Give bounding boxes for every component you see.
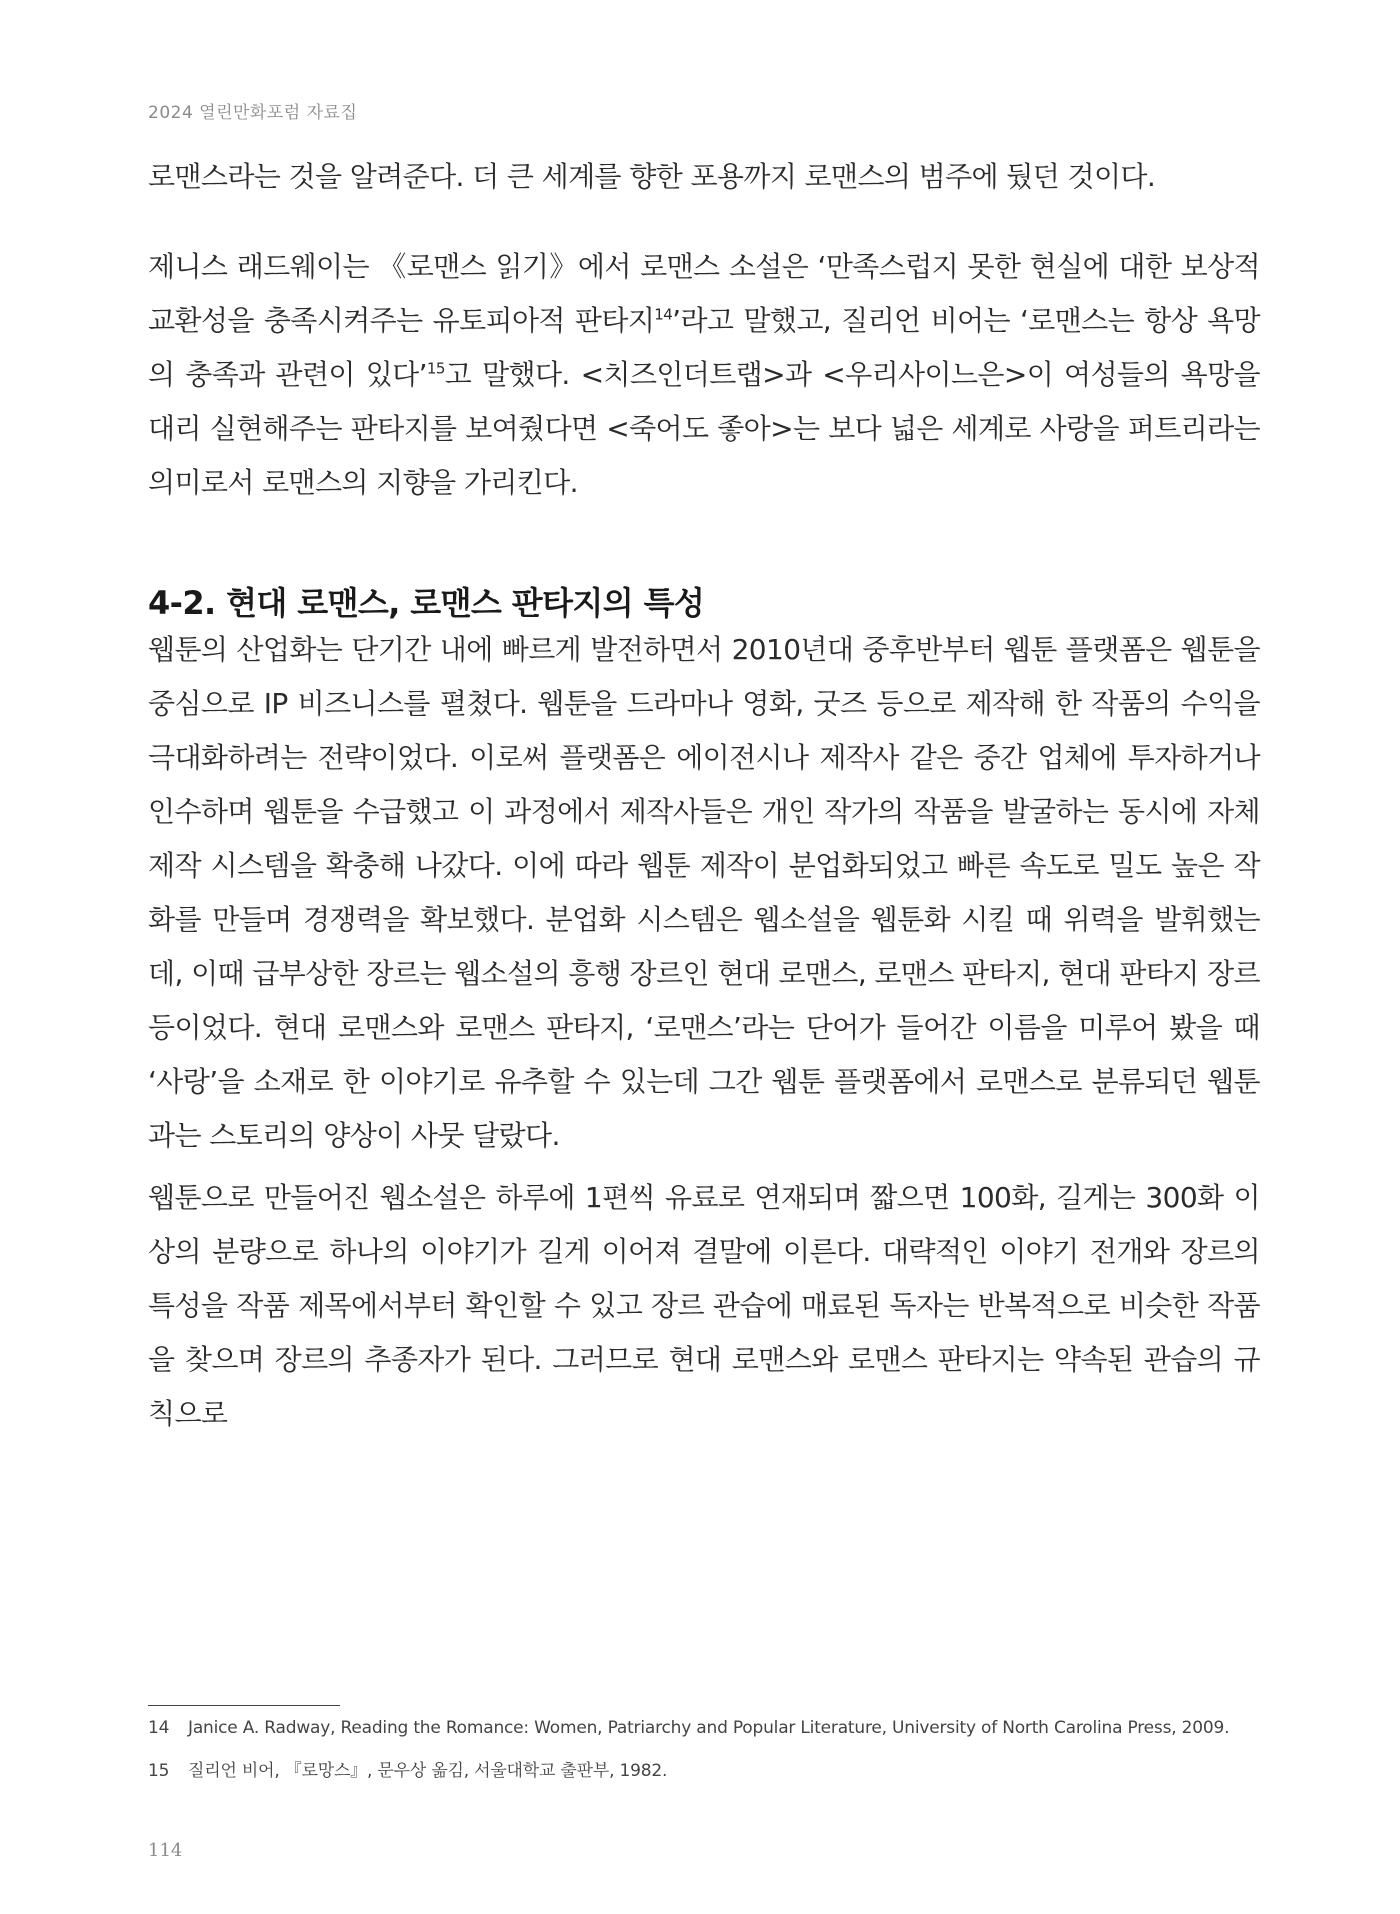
footnote-divider (148, 1705, 340, 1706)
footnote-ref-14[interactable]: 14 (654, 305, 673, 324)
paragraph-intro: 로맨스라는 것을 알려준다. 더 큰 세계를 향한 포용까지 로맨스의 범주에 뒀던 것이다. (148, 160, 1156, 193)
paragraph-text: 고 말했다. <치즈인더트랩>과 <우리사이느은>이 여성들의 욕망을 대리 실현해주는 판타지를 보여줬다면 <죽어도 좋아>는 보다 넓은 세계로 사랑을 퍼트리라는 의미로서 로맨스의 지향을 가리킨다. (148, 358, 1260, 499)
footnote-number: 14 (148, 1718, 170, 1738)
footnote-14 (148, 1718, 1260, 1738)
footnote-text: Janice A. Radway, Reading the Romance: Women, Patriarchy and Popular Literature, University of North Carolina Press, 2009. (188, 1718, 1230, 1738)
footnote-text: 질리언 비어, 『로망스』, 문우상 옮김, 서울대학교 출판부, 1982. (188, 1761, 668, 1781)
paragraph-web-novel: 웹툰으로 만들어진 웹소설은 하루에 1편씩 유료로 연재되며 짧으면 100화, 길게는 300화 이상의 분량으로 하나의 이야기가 길게 이어져 결말에 이른다. 대략적인 이야기 전개와 장르의 특성을 작품 제목에서부터 확인할 수 있고 장르 관습에 매료된 독자는 반복적으로 비슷한 작품을 찾으며 장르의 추종자가 된다. 그러므로 현대 로맨스와 로맨스 판타지는 약속된 관습의 규칙으로 (148, 1181, 1260, 1430)
page-number: 114 (148, 1840, 183, 1861)
footnote-ref-15[interactable]: 15 (426, 359, 445, 378)
paragraph-text: ’라고 말했고, 질리언 비어는 ‘로맨스는 항상 욕망의 충족과 관련이 있다’ (148, 304, 1261, 391)
footnote-15 (148, 1756, 1260, 1781)
footnote-number: 15 (148, 1761, 170, 1781)
running-header: 2024 열린만화포럼 자료집 (148, 103, 358, 123)
paragraph-webtoon-industry: 웹툰의 산업화는 단기간 내에 빠르게 발전하면서 2010년대 중후반부터 웹툰 플랫폼은 웹툰을 중심으로 IP 비즈니스를 펼쳤다. 웹툰을 드라마나 영화, 굿즈 등으로 제작해 한 작품의 수익을 극대화하려는 전략이었다. 이로써 플랫폼은 에이전시나 제작사 같은 중간 업체에 투자하거나 인수하며 웹툰을 수급했고 이 과정에서 제작사들은 개인 작가의 작품을 발굴하는 동시에 자체 제작 시스템을 확충해 나갔다. 이에 따라 웹툰 제작이 분업화되었고 빠른 속도로 밀도 높은 작화를 만들며 경쟁력을 확보했다. 분업화 시스템은 웹소설을 웹툰화 시킬 때 위력을 발휘했는데, 이때 급부상한 장르는 웹소설의 흥행 장르인 현대 로맨스, 로맨스 판타지, 현대 판타지 장르 등이었다. 현대 로맨스와 로맨스 판타지, ‘로맨스’라는 단어가 들어간 이름을 미루어 봤을 때 ‘사랑’을 소재로 한 이야기로 유추할 수 있는데 그간 웹툰 플랫폼에서 로맨스로 분류되던 웹툰과는 스토리의 양상이 사뭇 달랐다. (148, 633, 1260, 1152)
section-heading: 4-2. 현대 로맨스, 로맨스 판타지의 특성 (148, 584, 705, 622)
paragraph-radway-beer (148, 240, 1260, 510)
paragraph-text: 제니스 래드웨이는 《로맨스 읽기》에서 로맨스 소설은 ‘만족스럽지 못한 현실에 대한 보상적 교환성을 충족시켜주는 유토피아적 판타지 (148, 250, 1260, 337)
